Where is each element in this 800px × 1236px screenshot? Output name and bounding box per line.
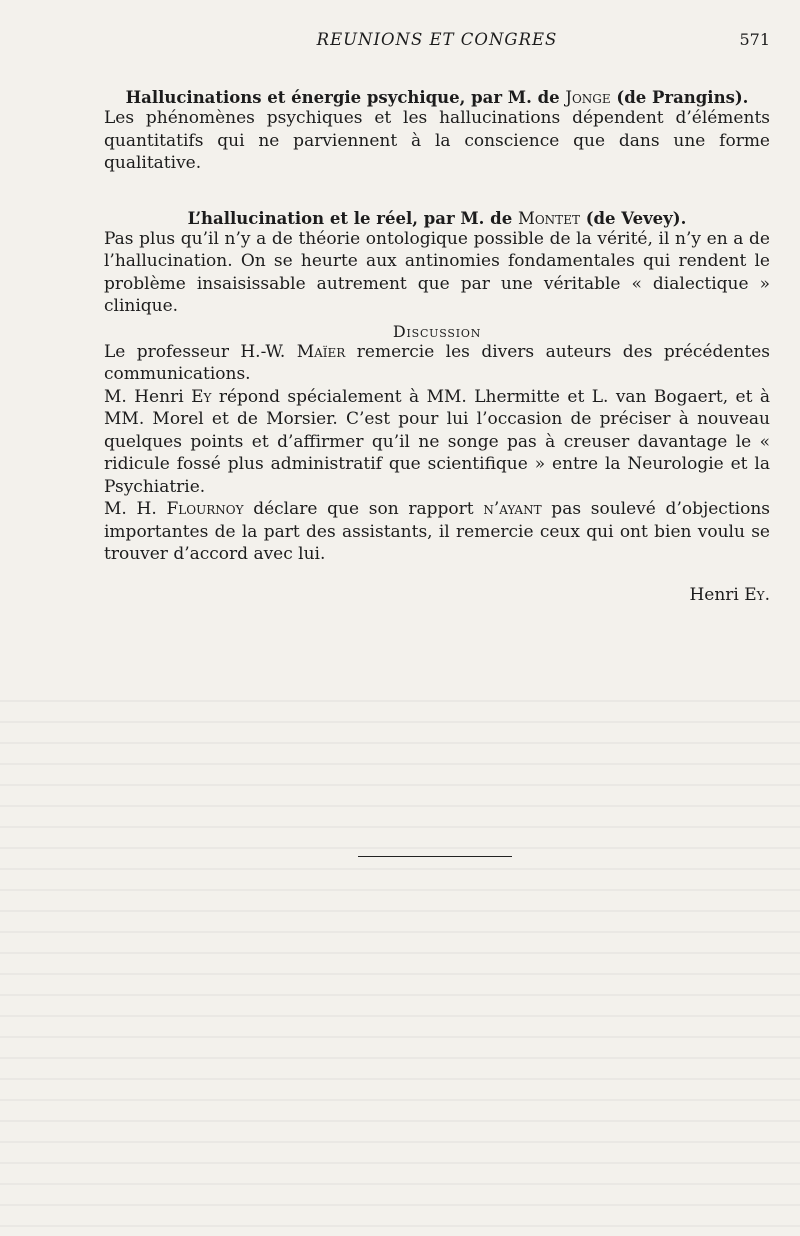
paragraph-text: répond spécialement à MM. Lhermitte et L. van Bogaert, et à MM. Morel et de Morsier. C’est pour lui l’occasion de préciser à nouveau quelques points et d’affirmer qu’il ne songe pas à creuser davantage le « ridicule fossé plus administratif que scientifique » entre la Neurologie et la Psychiatrie. [104,386,770,497]
paragraph-text: Le professeur H.-W. [104,341,297,362]
reverse-side-bleed-through [0,700,800,1236]
page-number: 571 [739,30,770,49]
section-end-rule [358,856,512,857]
title-affiliation: (de Prangins). [610,88,749,107]
paragraph-text: remercie les divers auteurs des précédentes communications. [104,341,770,384]
title-affiliation: (de Vevey). [579,208,687,228]
name-flournoy: Flournoy [166,499,244,519]
author-name-montet: Montet [517,208,580,228]
discussion-paragraph-maier [104,341,770,386]
discussion-heading: Discussion [392,321,482,341]
discussion-paragraph-ey [104,386,770,499]
paragraph-text: déclare que son rapport [243,499,484,519]
running-head: REUNIONS ET CONGRES [316,30,558,49]
signature-last-name: Ey. [744,584,770,605]
article-body-hallucination-reel: Pas plus qu’il n’y a de théorie ontologique possible de la vérité, il n’y en a de l’hallucination. On se heurte aux antinomies fondamentales qui rendent le problème insaisissable autrement que par une véritable « dialectique » clinique. [104,228,770,316]
page-content [104,28,770,605]
signature-first-name: Henri [689,584,745,605]
title-text: L’hallucination et le réel, par M. de [187,208,518,228]
author-name-jonge: Jonge [565,88,611,107]
title-text: Hallucinations et énergie psychique, par M. de [125,88,566,107]
discussion-paragraph-flournoy [104,498,770,566]
smallcaps-word: n’ayant [483,499,542,519]
article-title-hallucinations-energie [104,88,770,107]
paragraph-text: M. H. [104,499,167,519]
paragraph-text: pas soulevé d’objections importantes de la part des assistants, il remercie ceux qui ont bien voulu se trouver d’accord avec lui. [104,499,770,564]
article-title-hallucination-reel [104,209,770,228]
name-maier: Maïer [296,341,346,362]
signature [104,585,770,605]
page-header [104,28,770,54]
name-ey: Ey [191,386,212,407]
paragraph-text: M. Henri [104,386,192,407]
article-body-hallucinations-energie: Les phénomènes psychiques et les hallucinations dépendent d’éléments quantitatifs qui ne parviennent à la conscience que dans une forme qualitative. [104,108,770,173]
